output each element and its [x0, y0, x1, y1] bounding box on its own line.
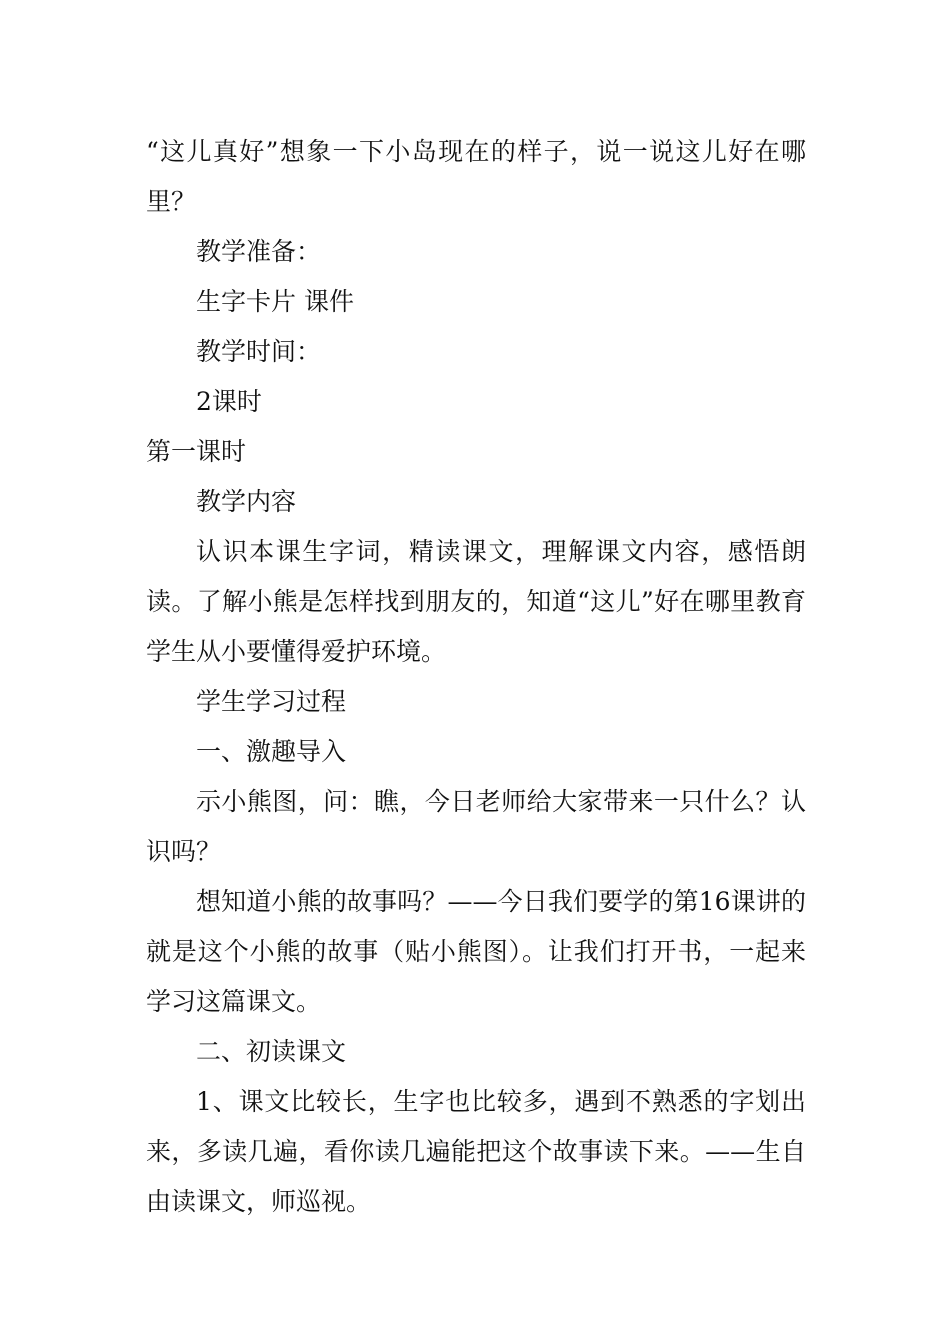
paragraph-learning-process-heading: 学生学习过程 [196, 687, 347, 716]
paragraph-section-one-body-a: 示小熊图，问：瞧，今日老师给大家带来一只什么？认识吗？ [146, 787, 806, 866]
document-body [146, 127, 806, 1227]
paragraph-section-one-heading: 一、激趣导入 [196, 737, 347, 766]
paragraph-teaching-prep-heading: 教学准备： [196, 237, 322, 266]
paragraph-teaching-time-heading: 教学时间： [196, 337, 322, 366]
paragraph-lesson-one-heading: 第一课时 [146, 437, 247, 466]
paragraph-intro-question: “这儿真好”想象一下小岛现在的样子，说一说这儿好在哪里？ [146, 137, 806, 216]
paragraph-teaching-content-body: 认识本课生字词，精读课文，理解课文内容，感悟朗读。了解小熊是怎样找到朋友的，知道“这儿”好在哪里教育学生从小要懂得爱护环境。 [146, 537, 806, 666]
paragraph-teaching-time-value: 2课时 [196, 387, 262, 416]
paragraph-section-two-body: 1、课文比较长，生字也比较多，遇到不熟悉的字划出来，多读几遍，看你读几遍能把这个故事读下来。——生自由读课文，师巡视。 [146, 1087, 806, 1216]
paragraph-teaching-prep-items: 生字卡片 课件 [196, 287, 354, 316]
paragraph-teaching-content-heading: 教学内容 [196, 487, 297, 516]
paragraph-section-two-heading: 二、初读课文 [196, 1037, 347, 1066]
paragraph-section-one-body-b: 想知道小熊的故事吗？——今日我们要学的第16课讲的就是这个小熊的故事（贴小熊图）。让我们打开书，一起来学习这篇课文。 [146, 887, 806, 1016]
